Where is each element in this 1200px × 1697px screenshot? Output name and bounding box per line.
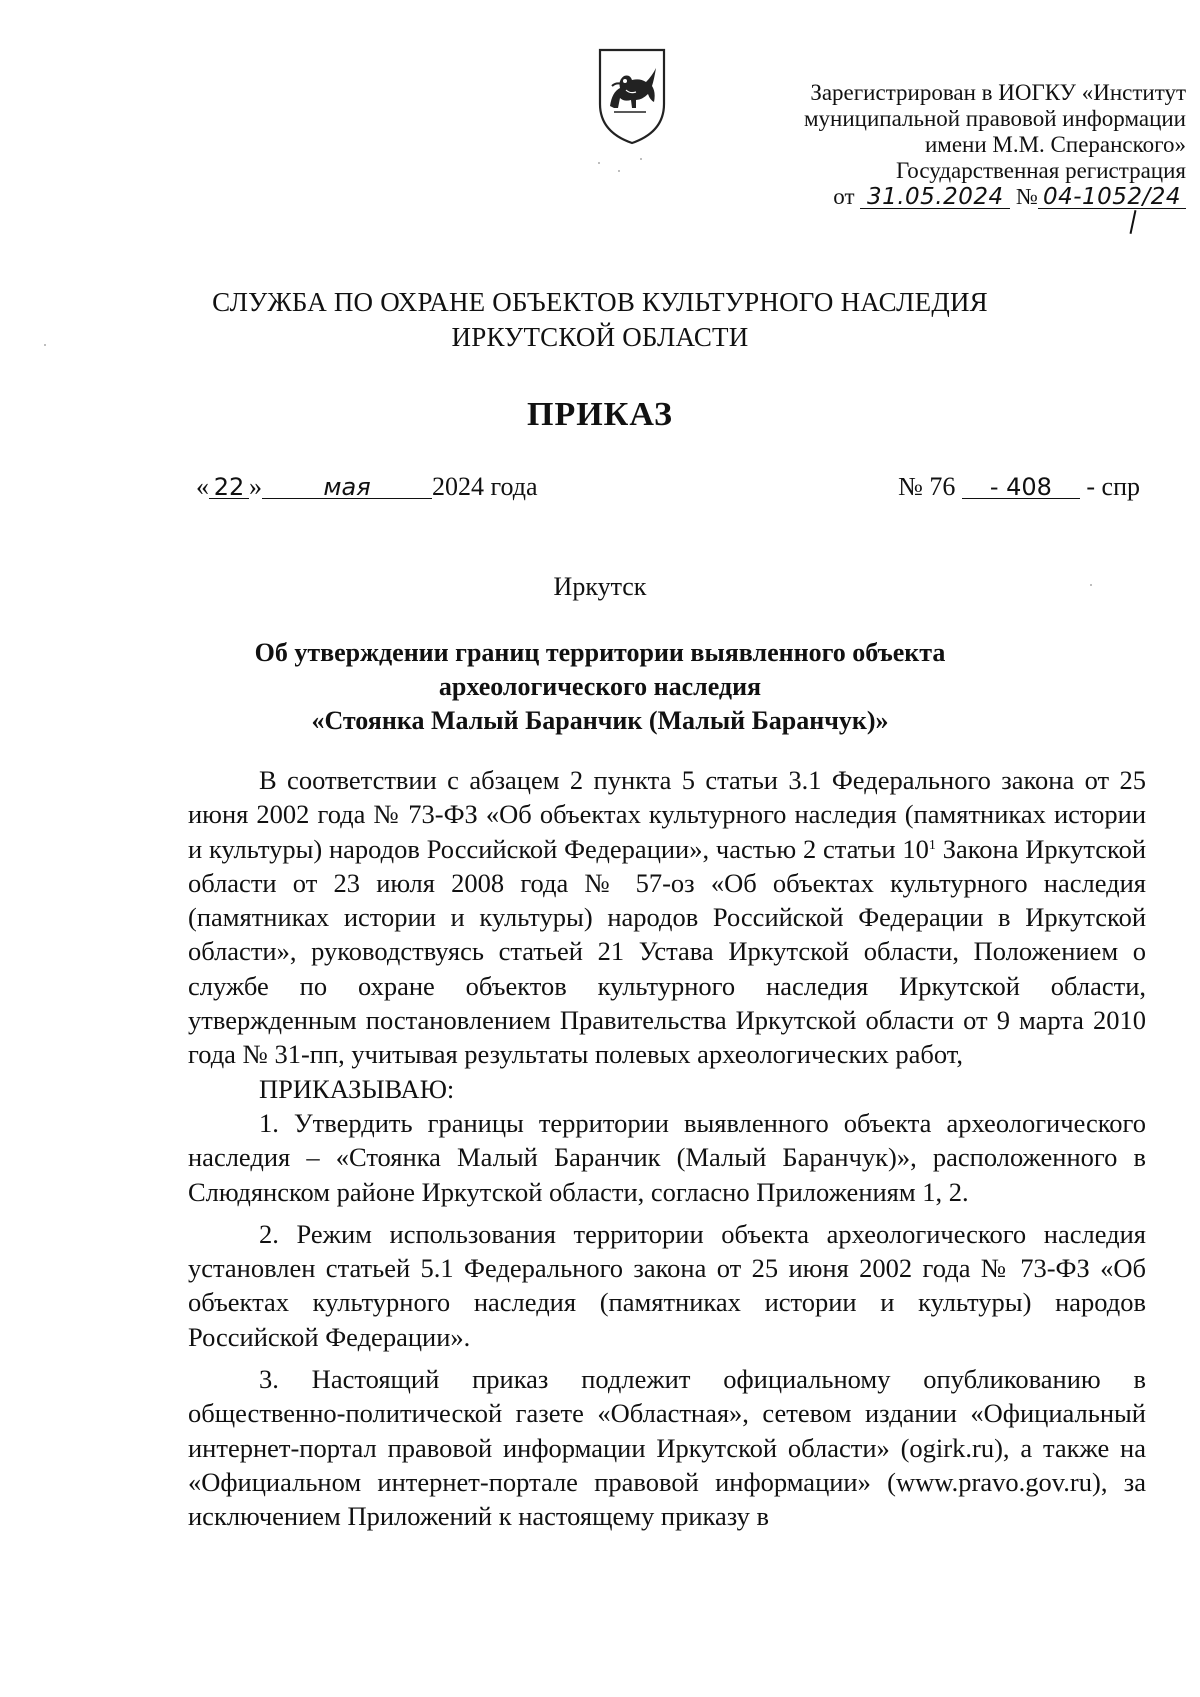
preamble-paragraph xyxy=(188,763,1146,1072)
registration-block xyxy=(766,80,1186,210)
organization-line-2: ИРКУТСКОЙ ОБЛАСТИ xyxy=(451,322,749,352)
organization-header xyxy=(0,285,1200,355)
subject-line-1: Об утверждении границ территории выявленного объекта xyxy=(254,638,946,667)
order-number-prefix: № 76 xyxy=(898,472,956,501)
organization-line-1: СЛУЖБА ПО ОХРАНЕ ОБЪЕКТОВ КУЛЬТУРНОГО НАСЛЕДИЯ xyxy=(212,287,988,317)
registration-line-3: имени М.М. Сперанского» xyxy=(924,132,1186,157)
registration-line-1: Зарегистрирован в ИОГКУ «Институт xyxy=(810,80,1186,105)
registration-line-4: Государственная регистрация xyxy=(896,158,1186,183)
date-day-handwritten: 22 xyxy=(213,473,245,501)
order-number-handwritten: - 408 xyxy=(989,473,1052,501)
order-item-3: 3. Настоящий приказ подлежит официальному опубликованию в общественно-политической газете «Областная», сетевом издании «Официальный интернет-портал правовой информации Иркутской области» (ogirk.ru), а также на «Официальном интернет-портале правовой информации» (www.pravo.gov.ru), за исключением Приложений к настоящему приказу в xyxy=(188,1364,1146,1532)
registration-number-label: № xyxy=(1016,184,1038,209)
subject-line-3: «Стоянка Малый Баранчик (Малый Баранчук)» xyxy=(311,706,889,735)
city-name: Иркутск xyxy=(553,572,647,601)
order-item-1: 1. Утвердить границы территории выявленного объекта археологического наследия – «Стоянка Малый Баранчик (Малый Баранчук)», расположенного в Слюдянском районе Иркутской области, согласно Приложениям 1, 2. xyxy=(188,1107,1146,1207)
registration-line-2: муниципальной правовой информации xyxy=(803,106,1186,131)
registration-number-row xyxy=(766,184,1186,210)
preamble-superscript: 1 xyxy=(928,837,936,853)
handwritten-stroke xyxy=(1130,210,1137,234)
order-body xyxy=(188,763,1146,1534)
order-word: ПРИКАЗЫВАЮ: xyxy=(259,1073,455,1104)
order-date xyxy=(196,472,538,502)
preamble-text-part-1: В соответствии с абзацем 2 пункта 5 статьи 3.1 Федерального закона от 25 июня 2002 года № 73-ФЗ «Об объектах культурного наследия (памятниках истории и культуры) народов Российской Федерации», частью 2 статьи 10 xyxy=(188,765,1146,864)
preamble-text-part-2: Закона Иркутской области от 23 июля 2008 года № 57-оз «Об объектах культурного наследия (памятниках истории и культуры) народов Российской Федерации в Иркутской области», руководствуясь статьей 21 Устава Иркутской области, Положением о службе по охране объектов культурного наследия Иркутской области, утвержденным постановлением Правительства Иркутской области от 9 марта 2010 года № 31-пп, учитывая результаты полевых археологических работ, xyxy=(188,833,1146,1070)
document-type-title: ПРИКАЗ xyxy=(527,396,673,433)
date-year: 2024 года xyxy=(432,472,538,501)
date-close-quote: » xyxy=(249,472,262,501)
order-item-2: 2. Режим использования территории объекта археологического наследия установлен статьей 5.1 Федерального закона от 25 июня 2002 года № 73-ФЗ «Об объектах культурного наследия (памятниках истории и культуры) народов Российской Федерации». xyxy=(188,1218,1146,1352)
order-number-suffix: - спр xyxy=(1086,472,1140,501)
registration-date-handwritten: 31.05.2024 xyxy=(866,184,1004,210)
subject-line-2: археологического наследия xyxy=(438,672,762,701)
coat-of-arms-emblem xyxy=(596,46,668,146)
registration-number-handwritten: 04-1052/24 xyxy=(1042,184,1182,210)
order-subject xyxy=(0,636,1200,738)
order-number xyxy=(898,472,1140,502)
date-open-quote: « xyxy=(196,472,209,501)
registration-from-label: от xyxy=(833,184,855,209)
date-month-handwritten: мая xyxy=(323,473,371,501)
